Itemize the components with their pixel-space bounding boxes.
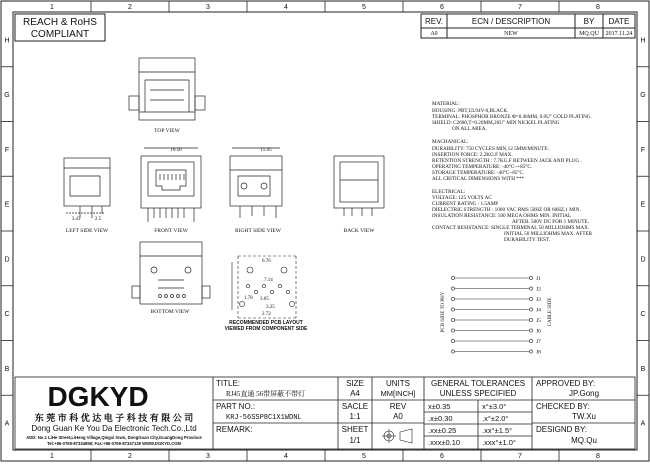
schematic-pin-label: J8 <box>536 349 541 356</box>
grid-row-label: E <box>640 201 646 209</box>
electrical-line-3: DIELECTRIC STRENGTH : 1000 VAC RMS 50HZ OR 60HZ,1 MIN. <box>432 207 581 213</box>
schematic-pin-label: J7 <box>536 339 541 345</box>
left-view-label: LEFT SIDE VIEW <box>65 228 109 234</box>
rev-header: REV. <box>425 17 443 26</box>
schematic-pins <box>451 276 541 356</box>
grid-column-label: 8 <box>596 4 600 11</box>
tolerance-subtitle: UNLESS SPECIFIED <box>439 389 517 398</box>
front-dim-width: 16.50 <box>170 148 182 153</box>
title-label: TITLE: <box>216 379 241 388</box>
checked-label: CHECKED BY: <box>536 402 590 411</box>
right-view-label: RIGHT SIDE VIEW <box>235 228 281 234</box>
electrical-line-5: AFTER. 500V DC FOR 1 MINUTE. <box>512 219 590 225</box>
grid-column-label: 5 <box>362 453 366 460</box>
grid-row-label: C <box>640 311 646 319</box>
grid-column-label: 8 <box>596 453 600 460</box>
grid-column-label: 6 <box>440 4 444 11</box>
revision-table-text <box>425 17 632 37</box>
mechanical-line-2: INSERTION FORCE: 2.2KG.F MAX. <box>432 152 513 158</box>
mechanical-title: MACHANICAL: <box>432 139 469 145</box>
schematic-pin <box>451 318 541 324</box>
schematic-pin <box>451 350 541 356</box>
pcb-side-label: PCB SIDE TO PHY <box>441 291 446 333</box>
compliance-box <box>15 14 105 41</box>
grid-row-label: D <box>4 256 10 264</box>
grid-column-label: 4 <box>284 4 288 11</box>
grid-column-label: 3 <box>206 4 210 11</box>
schematic-pin <box>451 308 541 314</box>
pcb-layout-title: RECOMMENDED PCB LAYOUT <box>229 320 303 326</box>
electrical-line-7: INITIAL 50 MILLIOHMS MAX. AFTER <box>504 231 593 237</box>
schematic-pin <box>451 297 541 303</box>
scale-label: SACLE <box>341 402 369 411</box>
title-fields <box>216 379 416 445</box>
mechanical-line-5: STORAGE TEMPERATURE: -40°C~85°C. <box>432 170 525 176</box>
electrical-line-6: CONTACT RESISTANCE: SINGLE TERMINAL 50 MILLIOHMS MAX. <box>432 225 590 231</box>
grid-row-label: F <box>4 146 10 154</box>
grid-column-label: 5 <box>362 4 366 11</box>
date-header: DATE <box>608 17 630 26</box>
projection-symbol-icon <box>382 429 412 443</box>
grid-row-label: G <box>640 92 646 100</box>
grid-row-label: B <box>640 365 646 373</box>
company-block <box>26 381 202 446</box>
electrical-line-8: DURABILITY TEST. <box>504 237 551 243</box>
bottom-view-drawing <box>132 242 210 304</box>
tolerance-angle-2: .xx°±1.5° <box>482 426 513 435</box>
size-value: A4 <box>350 389 360 398</box>
schematic-pin <box>451 276 541 282</box>
tolerance-title: GENERAL TOLERANCES <box>430 379 526 388</box>
grid-row-label: C <box>4 311 10 319</box>
schematic-pin <box>451 287 541 293</box>
spec-notes <box>432 101 593 243</box>
pcb-dim-5: 3.25 <box>266 305 275 310</box>
pcb-layout-drawing <box>232 256 296 318</box>
grid-column-label: 2 <box>128 4 132 11</box>
tolerance-angle-0: x°±3.0° <box>482 402 507 411</box>
pcb-dim-6: 2.72 <box>262 312 271 317</box>
grid-row-label: A <box>640 420 646 428</box>
company-name-en: Dong Guan Ke You Da Electronic Tech.Co.,Ltd <box>31 424 197 433</box>
grid-column-label: 3 <box>206 453 210 460</box>
front-view-label: FRONT VIEW <box>154 228 188 234</box>
grid-row-label: D <box>640 256 646 264</box>
tolerance-linear-0: x±0.35 <box>428 402 451 411</box>
back-view-drawing <box>334 156 384 216</box>
designed-label: DESIGND BY: <box>536 425 588 434</box>
ecn-header: ECN / DESCRIPTION <box>471 17 551 26</box>
tolerance-linear-3: .xxx±0.10 <box>428 438 461 447</box>
left-side-view-drawing <box>64 158 110 218</box>
schematic-pin <box>451 339 541 345</box>
electrical-title: ELECTRICAL: <box>432 189 466 195</box>
grid-row-label: G <box>4 92 10 100</box>
tolerance-linear-2: .xx±0.25 <box>428 426 457 435</box>
right-dim-width: 15.95 <box>260 148 272 153</box>
tolerance-block <box>428 379 525 447</box>
grid-row-label: F <box>640 146 646 154</box>
grid-column-label: 7 <box>518 4 522 11</box>
mechanical-line-4: OPERATING TEMPERATURE: -40°C~+85°C. <box>432 164 533 170</box>
right-side-view-drawing <box>230 148 282 218</box>
bottom-view-label: BOTTOM VIEW <box>150 309 190 315</box>
grid-row-label: A <box>4 420 10 428</box>
top-view-drawing <box>129 58 205 120</box>
cable-side-label: CABLE SIDE <box>548 297 553 327</box>
front-view-drawing <box>141 148 201 222</box>
material-line-1: HOUSING: PBT,UL94V-0,BLACK. <box>432 108 509 114</box>
schematic-pin-label: J4 <box>536 307 541 314</box>
title-value: RJ45直通 56带屏蔽不带灯 <box>226 390 306 398</box>
designed-value: MQ.Qu <box>571 436 597 445</box>
mechanical-line-3: RETENTION STRENGTH : 7.7KG.F BETWEEN JACK AND PLUG . <box>432 158 582 164</box>
grid-column-label: 2 <box>128 453 132 460</box>
grid-column-label: 7 <box>518 453 522 460</box>
compliance-line-2: COMPLIANT <box>30 29 90 40</box>
grid-column-label: 6 <box>440 453 444 460</box>
tolerance-linear-1: .x±0.30 <box>428 414 453 423</box>
company-contact: Tel:+86-0769-87334858; Fax:+86-0769-87347129 WWW.DGKYD.COM <box>47 441 181 446</box>
pcb-dim-4: 3.05 <box>260 297 269 302</box>
schematic-pin-label: J2 <box>536 286 541 293</box>
left-dim-a: 3.43 <box>71 217 81 222</box>
company-logo: DGKYD <box>47 381 149 412</box>
schematic-pin <box>451 329 541 335</box>
grid-row-label: H <box>640 37 646 45</box>
pcb-dim-3: 1.78 <box>244 296 253 301</box>
mechanical-line-6: ALL CRITICAL DIMENSIONS WITH *** <box>432 176 525 182</box>
material-line-3: SHIELD: C2680,T=0.20MM,20U" MIN NICKEL PLATING <box>432 120 560 126</box>
grid-row-label: E <box>4 201 10 209</box>
part-no-label: PART NO.: <box>216 402 256 411</box>
pcb-layout-subtitle: VIEWED FROM COMPONENT SIDE <box>224 326 308 332</box>
compliance-line-1: REACH & RoHS <box>23 17 97 28</box>
electrical-line-1: VOLTAGE: 125 VOLTS AC <box>432 195 492 201</box>
left-dim-b: 2.5 <box>94 217 102 222</box>
by-value: MQ.QU <box>579 31 599 37</box>
approved-label: APPROVED BY: <box>536 379 596 388</box>
tolerance-angle-3: .xxx°±1.0° <box>482 438 516 447</box>
back-view-label: BACK VIEW <box>343 228 375 234</box>
material-title: MATERIAL: <box>432 101 460 107</box>
electrical-line-2: CURRENT RATING : 1.5AMP <box>432 201 499 207</box>
pcb-dim-1: 6.76 <box>262 259 271 264</box>
units-label: UNITS <box>386 379 410 388</box>
scale-value: 1:1 <box>349 412 361 421</box>
rev-label: REV <box>389 402 407 411</box>
rev-value: A0 <box>430 31 438 37</box>
grid-column-label: 1 <box>50 453 54 460</box>
grid-column-label: 1 <box>50 4 54 11</box>
size-label: SIZE <box>346 379 364 388</box>
electrical-line-4: INSULATION RESISTANCE: 500 MEGA OHMS MIN. INITIAL <box>432 213 572 219</box>
ecn-value: NEW <box>504 31 518 37</box>
top-view-label: TOP VIEW <box>154 128 180 134</box>
approved-value: JP.Gong <box>568 389 600 398</box>
date-value: 2017.11.24 <box>605 31 633 37</box>
tolerance-angle-1: .x°±2.0° <box>482 414 509 423</box>
pcb-layout-dimensions <box>244 259 275 317</box>
schematic-pin-label: J5 <box>536 318 541 324</box>
company-address: ADD: No.1 LiHe Street,LiHeng Village,Qingxi town, DongGuan City,GuangDong Province <box>26 435 202 440</box>
pcb-dim-2: 7.14 <box>264 278 273 283</box>
checked-value: TW.Xu <box>571 412 597 421</box>
company-name-cn: 东 莞 市 科 优 达 电 子 科 技 有 限 公 司 <box>34 413 194 423</box>
sheet-label: SHEET <box>341 425 369 434</box>
sheet-value: 1/1 <box>349 436 361 445</box>
grid-column-label: 4 <box>284 453 288 460</box>
schematic-pin-label: J3 <box>536 297 541 303</box>
units-value: MM[INCH] <box>380 389 416 398</box>
approval-block <box>536 379 599 445</box>
material-line-4: ON ALL AREA. <box>452 126 487 132</box>
schematic-pin-label: J6 <box>536 328 541 335</box>
grid-row-label: H <box>4 37 10 45</box>
mechanical-line-1: DURABILITY: 750 CYCLES MIN,12.5MM/MINUTE. <box>432 146 549 152</box>
grid-row-label: B <box>4 365 10 373</box>
remark-label: REMARK: <box>216 425 253 434</box>
schematic-pin-label: J1 <box>536 276 541 282</box>
rev-field-value: A0 <box>393 412 403 421</box>
material-line-2: TERMINAL: PHOSPHOR BRONZE Φ=0.46MM, 0.6U" GOLD PLATING. <box>432 114 592 120</box>
by-header: BY <box>583 17 595 26</box>
part-no-value: KRJ-56SSP8C1X1WDNL <box>226 414 302 422</box>
